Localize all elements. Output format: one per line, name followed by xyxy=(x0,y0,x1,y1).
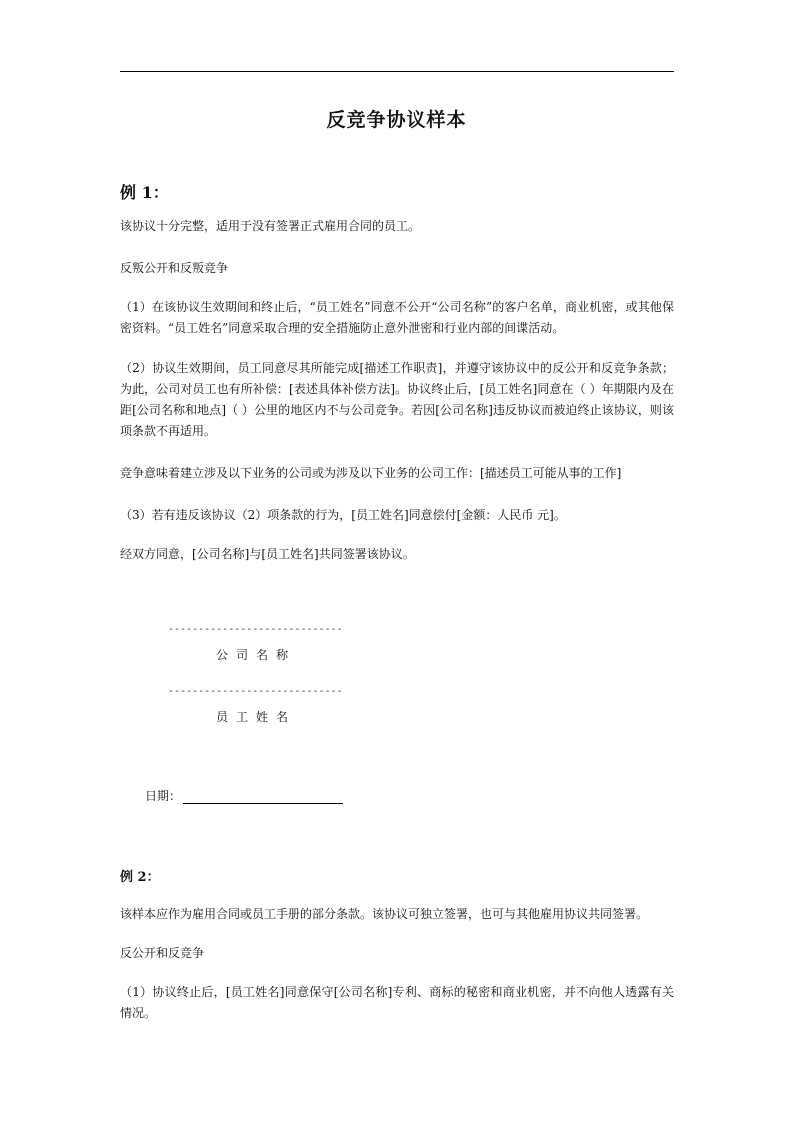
example-2-clause-1: （1）协议终止后，[员工姓名]同意保守[公司名称]专利、商标的秘密和商业机密，并不向他人透露有关情况。 xyxy=(120,985,674,1020)
example-1-section-title: 反叛公开和反叛竞争 xyxy=(120,261,229,275)
date-label: 日期： xyxy=(145,789,182,803)
example-1-clause-1: （1）在该协议生效期间和终止后，“员工姓名”同意不公开“公司名称”的客户名单，商业机密，或其他保密资料。“员工姓名”同意采取合理的安全措施防止意外泄密和行业内部的间谍活动。 xyxy=(120,300,674,335)
date-blank-line xyxy=(183,789,343,804)
example-1-clause-2: （2）协议生效期间，员工同意尽其所能完成[描述工作职责]，并遵守该协议中的反公开和反竞争条款；为此，公司对员工也有所补偿：[表述具体补偿方法]。协议终止后，[员工姓名]同意在（ ）年期限内及在距[公司名称和地点]（ ）公里的地区内不与公司竞争。若因[公司名称]违反协议而被迫终止该协议，则该项条款不再适用。 xyxy=(120,361,674,438)
example-2-heading: 例 2： xyxy=(120,870,160,885)
company-name-label: 公司名称 xyxy=(216,648,297,662)
example-1-clause-3: （3）若有违反该协议（2）项条款的行为，[员工姓名]同意偿付[金额：人民币 元]。 xyxy=(120,508,566,522)
example-2-intro: 该样本应作为雇用合同或员工手册的部分条款。该协议可独立签署，也可与其他雇用协议共同签署。 xyxy=(120,907,649,921)
date-field xyxy=(145,787,343,804)
example-2-section-title: 反公开和反竞争 xyxy=(120,946,205,960)
competition-definition: 竞争意味着建立涉及以下业务的公司或为涉及以下业务的公司工作：[描述员工可能从事的工作] xyxy=(120,466,622,480)
header-rule xyxy=(120,71,674,72)
company-signature-line: ----------------------------- xyxy=(168,624,343,635)
example-1-heading: 例 1： xyxy=(120,183,169,202)
document-title: 反竞争协议样本 xyxy=(326,109,467,131)
example-1-intro: 该协议十分完整，适用于没有签署正式雇用合同的员工。 xyxy=(120,219,421,233)
employee-signature-line: ----------------------------- xyxy=(168,686,343,697)
employee-name-label: 员工姓名 xyxy=(216,710,297,724)
agreement-statement: 经双方同意，[公司名称]与[员工姓名]共同签署该协议。 xyxy=(120,547,415,561)
